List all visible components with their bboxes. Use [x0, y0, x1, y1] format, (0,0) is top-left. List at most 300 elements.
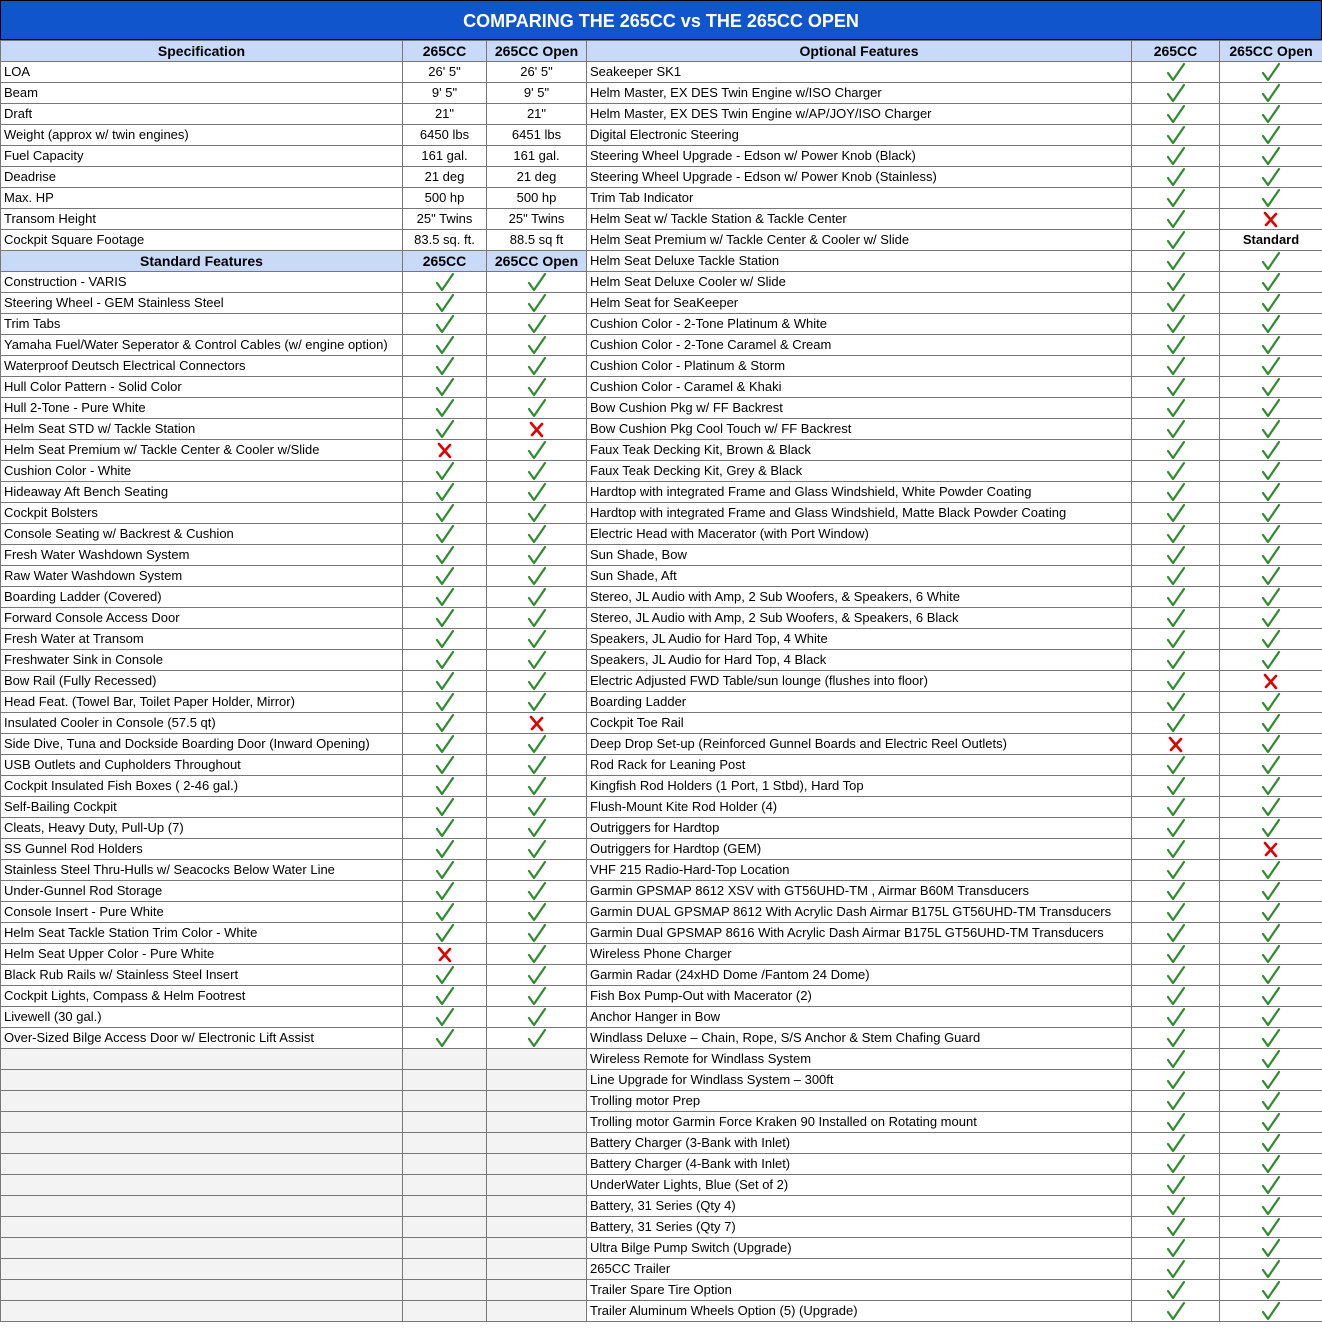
check-icon	[434, 965, 456, 985]
optional-265cc-cell	[1132, 419, 1220, 440]
check-icon	[1260, 713, 1282, 733]
optional-265cc-open-cell	[1220, 146, 1322, 167]
optional-265cc-cell	[1132, 923, 1220, 944]
check-icon	[1165, 881, 1187, 901]
check-icon	[1165, 377, 1187, 397]
check-icon	[1165, 503, 1187, 523]
check-icon	[526, 734, 548, 754]
table-row	[1, 167, 1322, 188]
standard-feature-name: Hideaway Aft Bench Seating	[1, 482, 403, 503]
check-icon	[434, 524, 456, 544]
standard-265cc-cell	[403, 818, 487, 839]
optional-265cc-cell	[1132, 839, 1220, 860]
check-icon	[526, 839, 548, 859]
check-icon	[526, 314, 548, 334]
optional-feature-name: Anchor Hanger in Bow	[587, 1007, 1132, 1028]
optional-265cc-cell	[1132, 650, 1220, 671]
optional-feature-name: Hardtop with integrated Frame and Glass Windshield, Matte Black Powder Coating	[587, 503, 1132, 524]
check-icon	[1165, 860, 1187, 880]
cell-text: 6451 lbs	[511, 127, 562, 142]
standard-feature-name: Trim Tabs	[1, 314, 403, 335]
standard-feature-name: Cushion Color - White	[1, 461, 403, 482]
cell-text: 26' 5"	[428, 64, 461, 79]
optional-265cc-open-cell	[1220, 1049, 1322, 1070]
table-row	[1, 1238, 1322, 1259]
optional-265cc-open-cell	[1220, 776, 1322, 797]
check-icon	[1260, 566, 1282, 586]
optional-feature-name: Garmin GPSMAP 8612 XSV with GT56UHD-TM , Airmar B60M Transducers	[587, 881, 1132, 902]
optional-265cc-open-cell	[1220, 944, 1322, 965]
standard-feature-name: Side Dive, Tuna and Dockside Boarding Door (Inward Opening)	[1, 734, 403, 755]
check-icon	[1165, 692, 1187, 712]
optional-265cc-open-cell	[1220, 524, 1322, 545]
check-icon	[1165, 965, 1187, 985]
standard-265cc-open-cell	[487, 860, 587, 881]
table-row	[1, 1007, 1322, 1028]
check-icon	[1260, 251, 1282, 271]
check-icon	[434, 482, 456, 502]
table-row	[1, 377, 1322, 398]
empty-cell	[1, 1133, 403, 1154]
standard-feature-name: Boarding Ladder (Covered)	[1, 587, 403, 608]
check-icon	[434, 587, 456, 607]
table-row	[1, 1154, 1322, 1175]
check-icon	[434, 419, 456, 439]
optional-265cc-cell	[1132, 125, 1220, 146]
optional-265cc-open-cell	[1220, 671, 1322, 692]
col-header-265cc: 265CC	[403, 251, 487, 272]
cross-icon	[1260, 671, 1282, 691]
table-row	[1, 104, 1322, 125]
check-icon	[1260, 776, 1282, 796]
optional-265cc-cell	[1132, 146, 1220, 167]
standard-265cc-cell	[403, 902, 487, 923]
cell-text: 9' 5"	[523, 85, 550, 100]
optional-feature-name: Garmin Radar (24xHD Dome /Fantom 24 Dome)	[587, 965, 1132, 986]
check-icon	[1165, 839, 1187, 859]
check-icon	[526, 860, 548, 880]
standard-265cc-cell	[403, 419, 487, 440]
optional-265cc-cell	[1132, 83, 1220, 104]
standard-265cc-open-cell	[487, 377, 587, 398]
optional-265cc-cell	[1132, 62, 1220, 83]
standard-265cc-cell	[403, 461, 487, 482]
optional-265cc-open-cell	[1220, 104, 1322, 125]
table-row	[1, 62, 1322, 83]
check-icon	[1260, 902, 1282, 922]
optional-265cc-open-cell	[1220, 398, 1322, 419]
empty-cell	[487, 1049, 587, 1070]
check-icon	[1260, 524, 1282, 544]
check-icon	[434, 923, 456, 943]
check-icon	[1165, 1175, 1187, 1195]
check-icon	[434, 503, 456, 523]
check-icon	[1260, 1133, 1282, 1153]
check-icon	[434, 545, 456, 565]
optional-feature-name: VHF 215 Radio-Hard-Top Location	[587, 860, 1132, 881]
standard-265cc-open-cell	[487, 713, 587, 734]
check-icon	[434, 398, 456, 418]
spec-value-265cc-open	[487, 104, 587, 125]
standard-265cc-cell	[403, 713, 487, 734]
standard-feature-name: Cockpit Lights, Compass & Helm Footrest	[1, 986, 403, 1007]
check-icon	[1165, 755, 1187, 775]
check-icon	[1260, 1028, 1282, 1048]
check-icon	[1260, 377, 1282, 397]
check-icon	[1165, 188, 1187, 208]
table-row	[1, 629, 1322, 650]
optional-265cc-open-cell	[1220, 797, 1322, 818]
standard-feature-name: Fresh Water Washdown System	[1, 545, 403, 566]
check-icon	[1260, 608, 1282, 628]
check-icon	[434, 1007, 456, 1027]
table-row	[1, 1196, 1322, 1217]
optional-feature-name: Speakers, JL Audio for Hard Top, 4 White	[587, 629, 1132, 650]
check-icon	[526, 902, 548, 922]
optional-265cc-open-cell	[1220, 1091, 1322, 1112]
optional-265cc-open-cell	[1220, 1175, 1322, 1196]
table-row	[1, 251, 1322, 272]
check-icon	[434, 650, 456, 670]
table-row	[1, 1280, 1322, 1301]
empty-cell	[1, 1091, 403, 1112]
optional-265cc-cell	[1132, 797, 1220, 818]
empty-cell	[487, 1301, 587, 1322]
optional-265cc-open-cell	[1220, 1154, 1322, 1175]
optional-265cc-cell	[1132, 545, 1220, 566]
spec-value-265cc-open	[487, 83, 587, 104]
check-icon	[1260, 440, 1282, 460]
table-row	[1, 293, 1322, 314]
check-icon	[526, 608, 548, 628]
optional-265cc-open-cell	[1220, 839, 1322, 860]
check-icon	[1260, 146, 1282, 166]
standard-265cc-open-cell	[487, 923, 587, 944]
standard-feature-name: Cleats, Heavy Duty, Pull-Up (7)	[1, 818, 403, 839]
check-icon	[1260, 188, 1282, 208]
check-icon	[526, 881, 548, 901]
standard-265cc-cell	[403, 608, 487, 629]
optional-265cc-open-cell	[1220, 755, 1322, 776]
empty-cell	[1, 1280, 403, 1301]
check-icon	[1165, 62, 1187, 82]
check-icon	[1165, 524, 1187, 544]
check-icon	[1260, 965, 1282, 985]
empty-cell	[403, 1217, 487, 1238]
check-icon	[1165, 818, 1187, 838]
optional-feature-name: Cushion Color - 2-Tone Platinum & White	[587, 314, 1132, 335]
optional-265cc-cell	[1132, 314, 1220, 335]
spec-value-265cc-open	[487, 167, 587, 188]
optional-feature-name: Rod Rack for Leaning Post	[587, 755, 1132, 776]
optional-265cc-open-cell	[1220, 1280, 1322, 1301]
optional-265cc-open-cell	[1220, 1196, 1322, 1217]
table-row	[1, 41, 1322, 62]
empty-cell	[1, 1259, 403, 1280]
standard-265cc-cell	[403, 314, 487, 335]
check-icon	[1165, 986, 1187, 1006]
optional-265cc-open-cell	[1220, 1028, 1322, 1049]
check-icon	[1165, 104, 1187, 124]
optional-265cc-open-cell	[1220, 251, 1322, 272]
check-icon	[526, 482, 548, 502]
check-icon	[1260, 482, 1282, 502]
optional-feature-name: UnderWater Lights, Blue (Set of 2)	[587, 1175, 1132, 1196]
cell-text: 26' 5"	[520, 64, 553, 79]
cell-text: 88.5 sq ft	[509, 232, 564, 247]
check-icon	[526, 1028, 548, 1048]
optional-feature-name: Digital Electronic Steering	[587, 125, 1132, 146]
optional-265cc-open-cell	[1220, 1301, 1322, 1322]
check-icon	[526, 986, 548, 1006]
cross-icon	[434, 440, 456, 460]
spec-value-265cc	[403, 167, 487, 188]
optional-265cc-cell	[1132, 944, 1220, 965]
check-icon	[1165, 167, 1187, 187]
optional-265cc-cell	[1132, 335, 1220, 356]
check-icon	[434, 818, 456, 838]
optional-feature-name: Steering Wheel Upgrade - Edson w/ Power Knob (Stainless)	[587, 167, 1132, 188]
standard-265cc-open-cell	[487, 755, 587, 776]
optional-265cc-open-cell	[1220, 902, 1322, 923]
optional-265cc-cell	[1132, 482, 1220, 503]
optional-265cc-open-cell	[1220, 440, 1322, 461]
check-icon	[526, 293, 548, 313]
optional-features-header: Optional Features	[587, 41, 1132, 62]
empty-cell	[403, 1238, 487, 1259]
check-icon	[434, 755, 456, 775]
spec-name: Deadrise	[1, 167, 403, 188]
spec-value-265cc-open	[487, 188, 587, 209]
optional-265cc-open-cell	[1220, 692, 1322, 713]
empty-cell	[1, 1301, 403, 1322]
optional-feature-name: Windlass Deluxe – Chain, Rope, S/S Anchor & Stem Chafing Guard	[587, 1028, 1132, 1049]
table-row	[1, 1091, 1322, 1112]
optional-265cc-cell	[1132, 167, 1220, 188]
optional-265cc-open-cell	[1220, 230, 1322, 251]
check-icon	[1165, 146, 1187, 166]
optional-265cc-open-cell	[1220, 482, 1322, 503]
optional-265cc-cell	[1132, 1301, 1220, 1322]
page-title: COMPARING THE 265CC vs THE 265CC OPEN	[0, 0, 1322, 40]
standard-265cc-open-cell	[487, 965, 587, 986]
table-row	[1, 1301, 1322, 1322]
optional-feature-name: Line Upgrade for Windlass System – 300ft	[587, 1070, 1132, 1091]
check-icon	[1165, 650, 1187, 670]
standard-feature-name: Console Seating w/ Backrest & Cushion	[1, 524, 403, 545]
optional-265cc-cell	[1132, 629, 1220, 650]
standard-265cc-cell	[403, 923, 487, 944]
check-icon	[1260, 272, 1282, 292]
table-row	[1, 755, 1322, 776]
standard-265cc-cell	[403, 524, 487, 545]
optional-feature-name: Sun Shade, Bow	[587, 545, 1132, 566]
standard-feature-name: Helm Seat Upper Color - Pure White	[1, 944, 403, 965]
spec-value-265cc-open	[487, 230, 587, 251]
check-icon	[1260, 1070, 1282, 1090]
empty-cell	[1, 1217, 403, 1238]
check-icon	[1165, 629, 1187, 649]
optional-265cc-cell	[1132, 1259, 1220, 1280]
optional-feature-name: Trailer Aluminum Wheels Option (5) (Upgrade)	[587, 1301, 1132, 1322]
optional-feature-name: Kingfish Rod Holders (1 Port, 1 Stbd), Hard Top	[587, 776, 1132, 797]
check-icon	[1260, 545, 1282, 565]
check-icon	[1260, 923, 1282, 943]
check-icon	[1260, 860, 1282, 880]
empty-cell	[403, 1112, 487, 1133]
optional-265cc-cell	[1132, 1217, 1220, 1238]
standard-feature-name: Under-Gunnel Rod Storage	[1, 881, 403, 902]
check-icon	[1165, 797, 1187, 817]
empty-cell	[487, 1238, 587, 1259]
check-icon	[1165, 251, 1187, 271]
standard-265cc-open-cell	[487, 734, 587, 755]
specification-header: Specification	[1, 41, 403, 62]
optional-feature-name: Speakers, JL Audio for Hard Top, 4 Black	[587, 650, 1132, 671]
check-icon	[434, 839, 456, 859]
standard-265cc-cell	[403, 398, 487, 419]
check-icon	[434, 272, 456, 292]
check-icon	[1165, 566, 1187, 586]
standard-265cc-open-cell	[487, 566, 587, 587]
check-icon	[1260, 986, 1282, 1006]
check-icon	[526, 692, 548, 712]
optional-feature-name: Helm Master, EX DES Twin Engine w/AP/JOY/ISO Charger	[587, 104, 1132, 125]
optional-feature-name: Battery, 31 Series (Qty 7)	[587, 1217, 1132, 1238]
spec-name: LOA	[1, 62, 403, 83]
optional-265cc-open-cell	[1220, 1259, 1322, 1280]
table-row	[1, 146, 1322, 167]
check-icon	[1165, 1301, 1187, 1321]
optional-265cc-cell	[1132, 734, 1220, 755]
standard-265cc-cell	[403, 986, 487, 1007]
check-icon	[1260, 293, 1282, 313]
spec-name: Beam	[1, 83, 403, 104]
optional-265cc-open-cell	[1220, 461, 1322, 482]
optional-265cc-open-cell	[1220, 734, 1322, 755]
standard-265cc-open-cell	[487, 671, 587, 692]
spec-name: Cockpit Square Footage	[1, 230, 403, 251]
standard-265cc-open-cell	[487, 986, 587, 1007]
standard-feature-name: SS Gunnel Rod Holders	[1, 839, 403, 860]
comparison-table	[0, 40, 1322, 1322]
optional-265cc-cell	[1132, 1280, 1220, 1301]
cell-text: 500 hp	[424, 190, 465, 205]
spec-name: Max. HP	[1, 188, 403, 209]
check-icon	[1260, 1007, 1282, 1027]
empty-cell	[403, 1049, 487, 1070]
standard-265cc-open-cell	[487, 881, 587, 902]
table-row	[1, 524, 1322, 545]
check-icon	[1165, 608, 1187, 628]
table-row	[1, 1133, 1322, 1154]
optional-feature-name: Fish Box Pump-Out with Macerator (2)	[587, 986, 1132, 1007]
check-icon	[1165, 440, 1187, 460]
check-icon	[1260, 398, 1282, 418]
table-row	[1, 503, 1322, 524]
standard-feature-name: Fresh Water at Transom	[1, 629, 403, 650]
optional-feature-name: Electric Adjusted FWD Table/sun lounge (flushes into floor)	[587, 671, 1132, 692]
optional-feature-name: Cockpit Toe Rail	[587, 713, 1132, 734]
optional-265cc-cell	[1132, 1091, 1220, 1112]
table-row	[1, 776, 1322, 797]
standard-265cc-open-cell	[487, 902, 587, 923]
optional-265cc-cell	[1132, 1070, 1220, 1091]
check-icon	[526, 503, 548, 523]
check-icon	[1165, 713, 1187, 733]
optional-265cc-open-cell	[1220, 1112, 1322, 1133]
standard-265cc-cell	[403, 797, 487, 818]
empty-cell	[487, 1112, 587, 1133]
spec-name: Fuel Capacity	[1, 146, 403, 167]
check-icon	[1260, 629, 1282, 649]
check-icon	[526, 545, 548, 565]
standard-265cc-cell	[403, 629, 487, 650]
optional-feature-name: Hardtop with integrated Frame and Glass Windshield, White Powder Coating	[587, 482, 1132, 503]
standard-feature-name: USB Outlets and Cupholders Throughout	[1, 755, 403, 776]
standard-265cc-cell	[403, 293, 487, 314]
cell-text: 9' 5"	[431, 85, 458, 100]
check-icon	[1165, 335, 1187, 355]
optional-265cc-open-cell	[1220, 209, 1322, 230]
optional-265cc-open-cell	[1220, 545, 1322, 566]
optional-265cc-cell	[1132, 377, 1220, 398]
optional-feature-name: Trolling motor Prep	[587, 1091, 1132, 1112]
check-icon	[434, 314, 456, 334]
standard-265cc-open-cell	[487, 398, 587, 419]
optional-feature-name: Helm Seat for SeaKeeper	[587, 293, 1132, 314]
spec-value-265cc-open	[487, 125, 587, 146]
optional-265cc-cell	[1132, 1007, 1220, 1028]
standard-feature-name: Waterproof Deutsch Electrical Connectors	[1, 356, 403, 377]
check-icon	[1165, 1070, 1187, 1090]
table-row	[1, 482, 1322, 503]
optional-feature-name: Ultra Bilge Pump Switch (Upgrade)	[587, 1238, 1132, 1259]
optional-feature-name: Garmin Dual GPSMAP 8616 With Acrylic Dash Airmar B175L GT56UHD-TM Transducers	[587, 923, 1132, 944]
check-icon	[526, 671, 548, 691]
optional-265cc-open-cell	[1220, 923, 1322, 944]
optional-feature-name: Outriggers for Hardtop	[587, 818, 1132, 839]
check-icon	[526, 923, 548, 943]
table-row	[1, 83, 1322, 104]
table-row	[1, 545, 1322, 566]
standard-265cc-open-cell	[487, 692, 587, 713]
optional-feature-name: Helm Seat w/ Tackle Station & Tackle Center	[587, 209, 1132, 230]
optional-feature-name: Flush-Mount Kite Rod Holder (4)	[587, 797, 1132, 818]
cell-text: 161 gal.	[513, 148, 560, 163]
optional-feature-name: Trolling motor Garmin Force Kraken 90 Installed on Rotating mount	[587, 1112, 1132, 1133]
optional-265cc-open-cell	[1220, 356, 1322, 377]
optional-265cc-open-cell	[1220, 167, 1322, 188]
check-icon	[1260, 167, 1282, 187]
standard-265cc-open-cell	[487, 797, 587, 818]
standard-265cc-cell	[403, 692, 487, 713]
table-row	[1, 125, 1322, 146]
table-row	[1, 713, 1322, 734]
optional-265cc-cell	[1132, 692, 1220, 713]
cell-text: 25" Twins	[416, 211, 473, 226]
empty-cell	[1, 1196, 403, 1217]
standard-265cc-cell	[403, 965, 487, 986]
standard-265cc-open-cell	[487, 776, 587, 797]
optional-feature-name: 265CC Trailer	[587, 1259, 1132, 1280]
optional-feature-name: Faux Teak Decking Kit, Grey & Black	[587, 461, 1132, 482]
check-icon	[1260, 587, 1282, 607]
cell-text: Standard	[1242, 232, 1300, 247]
check-icon	[1165, 1007, 1187, 1027]
optional-265cc-open-cell	[1220, 272, 1322, 293]
standard-feature-name: Helm Seat Premium w/ Tackle Center & Cooler w/Slide	[1, 440, 403, 461]
